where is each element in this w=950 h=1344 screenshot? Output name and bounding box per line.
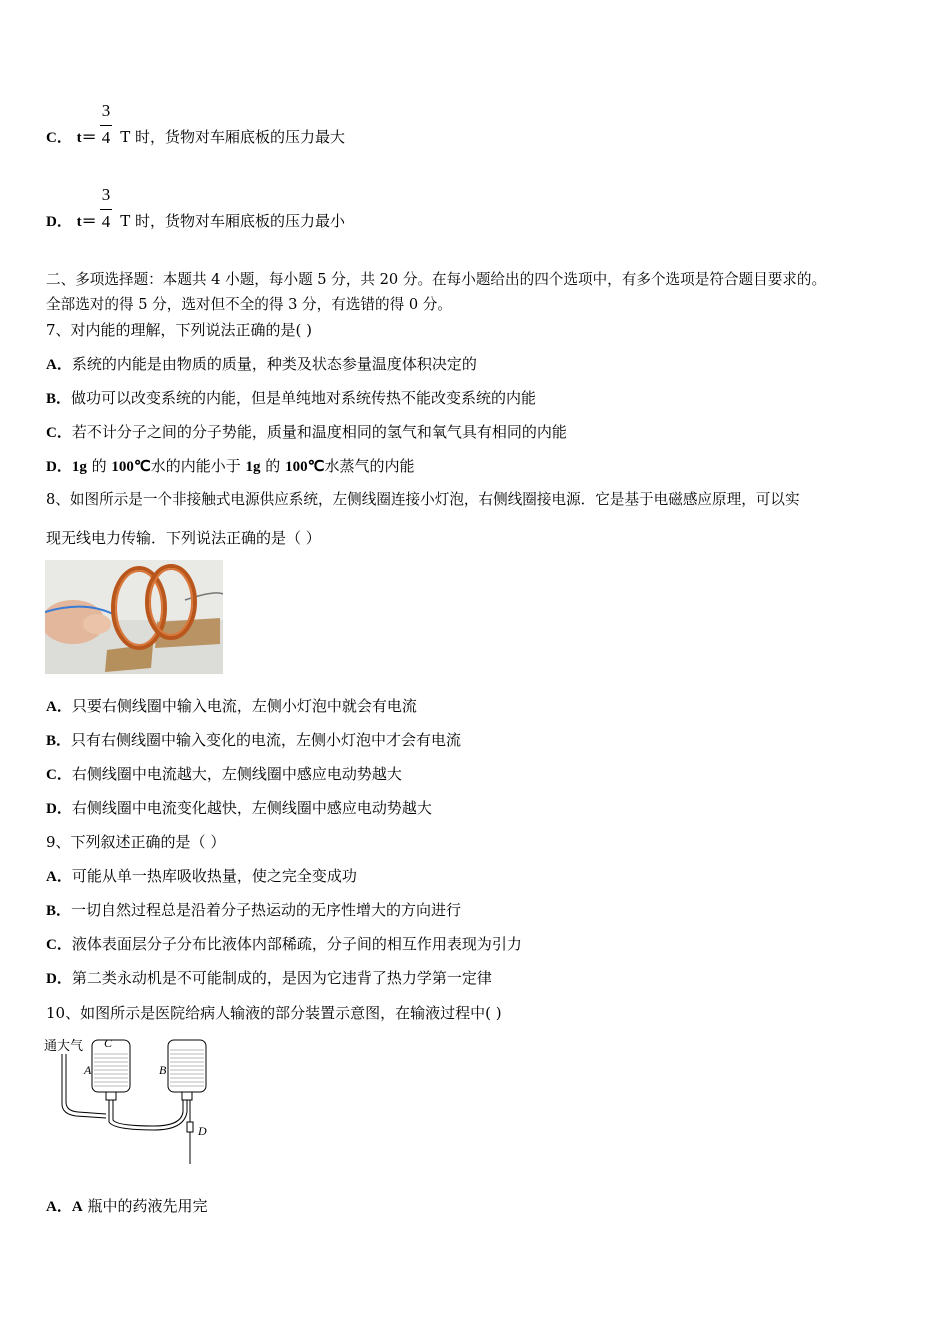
q8-option-c xyxy=(46,764,402,785)
temperature-value: 100℃ xyxy=(285,459,325,475)
option-letter: D． xyxy=(46,214,72,230)
option-letter: C． xyxy=(46,425,72,441)
mass-value: 1g xyxy=(245,459,261,475)
fraction-bar xyxy=(100,125,112,126)
label-d: D xyxy=(198,1124,207,1138)
section-header-line1: 二、多项选择题：本题共 4 小题，每小题 5 分，共 20 分。在每小题给出的四个选项中，有多个选项是符合题目要求的。 xyxy=(46,271,827,288)
q8-stem-line2: 现无线电力传输．下列说法正确的是（ ） xyxy=(46,529,321,547)
option-letter: C． xyxy=(46,130,72,146)
q7-option-c xyxy=(46,422,567,443)
fraction-denominator: 4 xyxy=(101,128,111,147)
option-letter: D． xyxy=(46,801,72,817)
option-text: 液体表面层分子分布比液体内部稀疏，分子间的相互作用表现为引力 xyxy=(71,935,522,953)
q7-option-a xyxy=(46,354,477,375)
option-text: 的 xyxy=(260,457,286,475)
option-letter: B． xyxy=(46,391,72,407)
option-letter: B． xyxy=(46,903,72,919)
time-variable: t＝ xyxy=(76,214,97,230)
q10-stem: 10、如图所示是医院给病人输液的部分装置示意图，在输液过程中( ) xyxy=(46,1004,502,1022)
coils-illustration xyxy=(45,560,223,674)
bottle-label: A xyxy=(71,1199,83,1215)
label-air: 通大气 xyxy=(44,1038,84,1053)
fraction-denominator: 4 xyxy=(101,212,111,231)
q7-stem: 7、对内能的理解，下列说法正确的是( ) xyxy=(46,321,313,339)
q9-option-d xyxy=(46,968,492,989)
option-text: T 时，货物对车厢底板的压力最大 xyxy=(120,128,345,146)
option-text: 第二类永动机是不可能制成的，是因为它违背了热力学第一定律 xyxy=(71,969,492,987)
label-b: B xyxy=(159,1063,167,1077)
option-text: 水蒸气的内能 xyxy=(324,457,415,475)
fraction-bar xyxy=(100,209,112,210)
label-c: C xyxy=(104,1036,113,1050)
temperature-value: 100℃ xyxy=(111,459,151,475)
option-letter: A． xyxy=(46,357,72,373)
q9-option-c xyxy=(46,934,522,955)
option-text: 的 xyxy=(86,457,112,475)
q7-option-d xyxy=(46,456,414,477)
q8-stem-line1: 8、如图所示是一个非接触式电源供应系统，左侧线圈连接小灯泡，右侧线圈接电源．它是基于电磁感应原理，可以实 xyxy=(46,491,800,508)
option-letter: C． xyxy=(46,767,72,783)
option-text: 只要右侧线圈中输入电流，左侧小灯泡中就会有电流 xyxy=(71,697,417,715)
option-text: 可能从单一热库吸收热量，使之完全变成功 xyxy=(71,867,357,885)
option-letter: B． xyxy=(46,733,72,749)
option-letter: A． xyxy=(46,699,72,715)
option-text: 做功可以改变系统的内能，但是单纯地对系统传热不能改变系统的内能 xyxy=(71,389,537,407)
mass-value: 1g xyxy=(71,459,87,475)
q7-option-b xyxy=(46,388,536,409)
q9-stem: 9、下列叙述正确的是（ ） xyxy=(46,833,226,851)
option-text: 右侧线圈中电流越大，左侧线圈中感应电动势越大 xyxy=(71,765,402,783)
option-letter: D． xyxy=(46,459,72,475)
q6-option-d xyxy=(46,211,345,232)
option-text: 瓶中的药液先用完 xyxy=(82,1197,208,1215)
infusion-diagram xyxy=(44,1032,224,1167)
q6-option-c xyxy=(46,127,345,148)
label-a: A xyxy=(84,1063,92,1077)
wireless-coils-photo xyxy=(45,560,223,674)
option-letter: D． xyxy=(46,971,72,987)
option-text: T 时，货物对车厢底板的压力最小 xyxy=(120,212,345,230)
option-text: 水的内能小于 xyxy=(150,457,246,475)
option-text: 只有右侧线圈中输入变化的电流，左侧小灯泡中才会有电流 xyxy=(71,731,462,749)
option-letter: A． xyxy=(46,869,72,885)
q8-option-a xyxy=(46,696,417,717)
option-letter: A． xyxy=(46,1199,72,1215)
section-header-line2: 全部选对的得 5 分，选对但不全的得 3 分，有选错的得 0 分。 xyxy=(46,296,452,313)
option-text: 若不计分子之间的分子势能，质量和温度相同的氢气和氧气具有相同的内能 xyxy=(71,423,567,441)
q8-option-d xyxy=(46,798,432,819)
option-text: 一切自然过程总是沿着分子热运动的无序性增大的方向进行 xyxy=(71,901,462,919)
q9-option-a xyxy=(46,866,357,887)
q8-option-b xyxy=(46,730,461,751)
q9-option-b xyxy=(46,900,461,921)
fraction-numerator: 3 xyxy=(101,185,111,204)
fraction-numerator: 3 xyxy=(101,101,111,120)
infusion-illustration xyxy=(44,1032,224,1167)
option-text: 右侧线圈中电流变化越快，左侧线圈中感应电动势越大 xyxy=(71,799,432,817)
time-variable: t＝ xyxy=(76,130,97,146)
option-letter: C． xyxy=(46,937,72,953)
q10-option-a xyxy=(46,1196,207,1217)
option-text: 系统的内能是由物质的质量，种类及状态参量温度体积决定的 xyxy=(71,355,477,373)
